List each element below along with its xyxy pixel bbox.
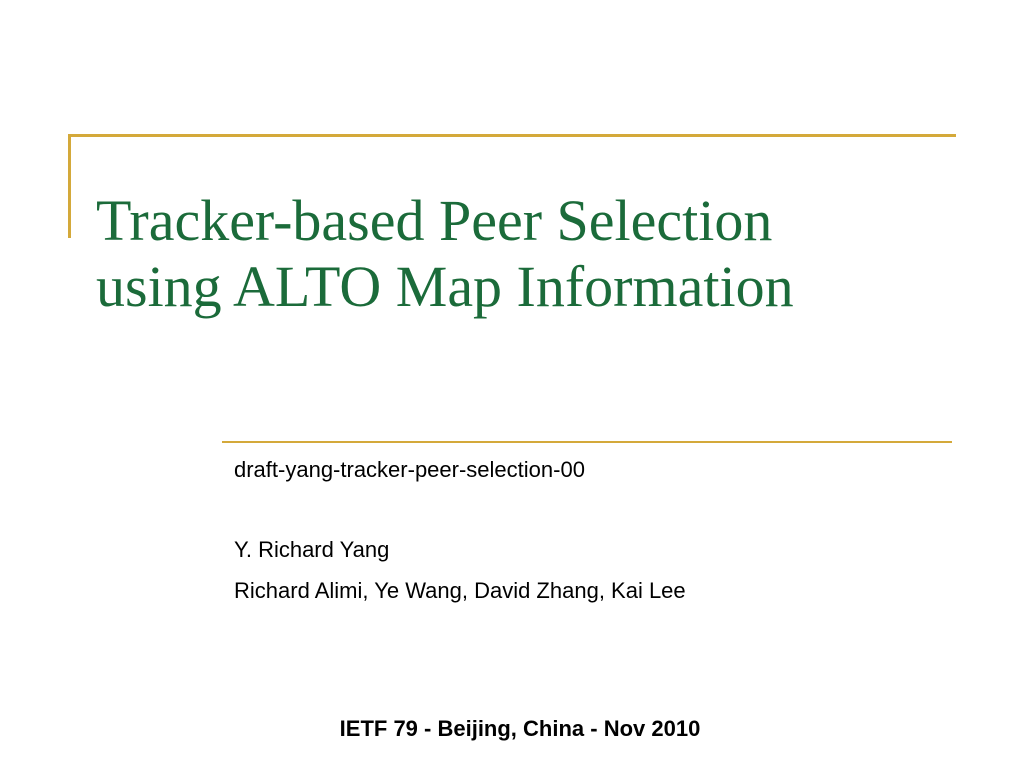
subtitle-accent-rule	[222, 441, 952, 443]
slide-title	[96, 188, 996, 320]
slide-title-line-2: using ALTO Map Information	[96, 254, 794, 319]
slide-title-line-1: Tracker-based Peer Selection	[96, 188, 773, 253]
top-accent-rule-vertical	[68, 134, 71, 238]
slide-footer: IETF 79 - Beijing, China - Nov 2010	[339, 716, 701, 741]
primary-author: Y. Richard Yang	[234, 537, 390, 562]
top-accent-rule-horizontal	[68, 134, 956, 137]
draft-identifier: draft-yang-tracker-peer-selection-00	[234, 457, 585, 482]
co-authors: Richard Alimi, Ye Wang, David Zhang, Kai Lee	[234, 578, 686, 603]
